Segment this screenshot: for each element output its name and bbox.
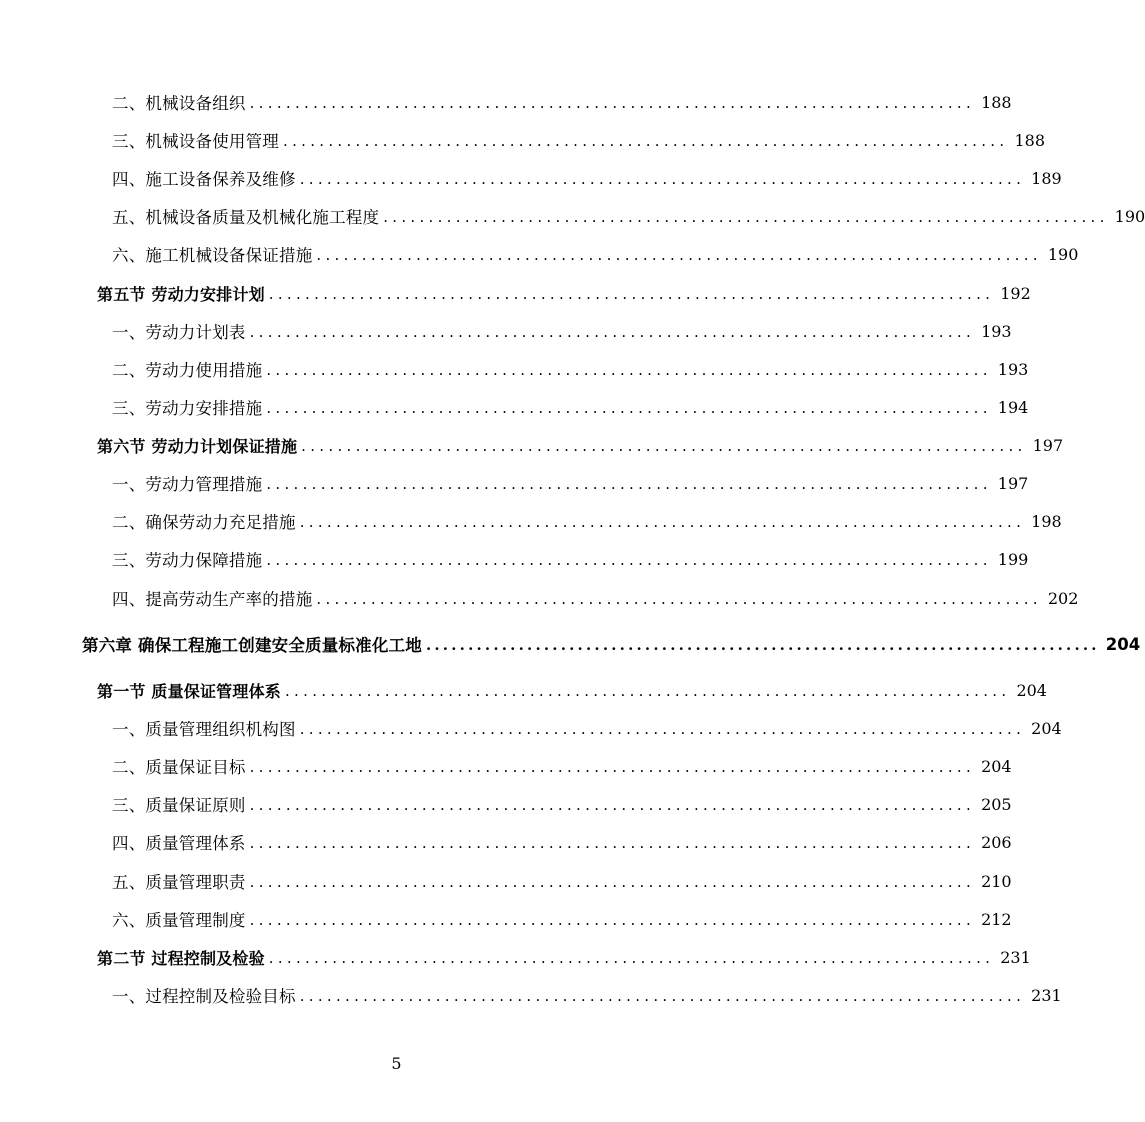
toc-entry[interactable] bbox=[0, 89, 1012, 115]
toc-entry-title: 一、劳动力管理措施 bbox=[112, 475, 263, 494]
toc-entry[interactable] bbox=[0, 318, 1012, 344]
toc-leader-dots: ................................................................................ bbox=[249, 322, 976, 341]
toc-leader-dots: ................................................................................ bbox=[268, 284, 995, 303]
toc-leader-dots: ................................................................................ bbox=[425, 635, 1100, 654]
toc-entry[interactable] bbox=[0, 585, 1079, 611]
page-number: 5 bbox=[391, 1054, 402, 1073]
toc-entry-title: 二、机械设备组织 bbox=[112, 94, 246, 113]
toc-entry[interactable] bbox=[0, 508, 1062, 534]
toc-entry-page: 194 bbox=[997, 397, 1029, 417]
toc-leader-dots: ................................................................................ bbox=[301, 436, 1027, 455]
toc-leader-dots: ................................................................................ bbox=[268, 948, 995, 967]
toc-entry-title: 三、质量保证原则 bbox=[112, 796, 246, 815]
toc-leader-dots: ................................................................................ bbox=[249, 795, 976, 814]
toc-section-entry[interactable] bbox=[0, 944, 1031, 970]
toc-leader-dots: ................................................................................ bbox=[299, 986, 1026, 1005]
toc-entry[interactable] bbox=[0, 127, 1045, 153]
toc-leader-dots: ................................................................................ bbox=[249, 93, 976, 112]
toc-entry-title: 六、质量管理制度 bbox=[112, 911, 246, 930]
toc-entry-title: 第六节 劳动力计划保证措施 bbox=[97, 436, 298, 456]
toc-entry-page: 198 bbox=[1031, 511, 1062, 531]
toc-entry-page: 204 bbox=[1031, 718, 1062, 738]
toc-entry[interactable] bbox=[0, 791, 1012, 817]
toc-entry-page: 189 bbox=[1031, 168, 1062, 188]
toc-leader-dots: ................................................................................ bbox=[383, 207, 1109, 226]
toc-leader-dots: ................................................................................ bbox=[249, 872, 976, 891]
toc-leader-dots: ................................................................................ bbox=[266, 474, 992, 493]
toc-entry-title: 四、质量管理体系 bbox=[112, 834, 246, 853]
toc-entry-page: 199 bbox=[997, 549, 1029, 569]
toc-entry-title: 二、确保劳动力充足措施 bbox=[112, 513, 296, 532]
toc-entry-page: 190 bbox=[1114, 206, 1145, 226]
toc-entry-page: 197 bbox=[1032, 435, 1064, 455]
toc-leader-dots: ................................................................................ bbox=[299, 719, 1026, 738]
toc-entry-title: 第五节 劳动力安排计划 bbox=[97, 284, 265, 304]
toc-leader-dots: ................................................................................ bbox=[249, 833, 976, 852]
toc-entry-title: 四、提高劳动生产率的措施 bbox=[112, 590, 313, 609]
toc-leader-dots: ................................................................................ bbox=[266, 398, 992, 417]
toc-entry[interactable] bbox=[0, 241, 1079, 267]
toc-entry-title: 第六章 确保工程施工创建安全质量标准化工地 bbox=[82, 636, 422, 655]
toc-leader-dots: ................................................................................ bbox=[316, 245, 1042, 264]
toc-entry-title: 三、机械设备使用管理 bbox=[112, 132, 279, 151]
toc-entry-page: 188 bbox=[981, 92, 1012, 112]
toc-leader-dots: ................................................................................ bbox=[283, 131, 1009, 150]
toc-entry-title: 一、过程控制及检验目标 bbox=[112, 987, 296, 1006]
toc-entry-title: 二、劳动力使用措施 bbox=[112, 361, 263, 380]
toc-entry-page: 206 bbox=[981, 832, 1012, 852]
toc-leader-dots: ................................................................................ bbox=[299, 512, 1026, 531]
toc-entry-page: 212 bbox=[981, 909, 1012, 929]
toc-entry-page: 202 bbox=[1047, 588, 1079, 608]
toc-entry-title: 一、劳动力计划表 bbox=[112, 323, 246, 342]
toc-leader-dots: ................................................................................ bbox=[299, 169, 1026, 188]
toc-entry[interactable] bbox=[0, 394, 1029, 420]
toc-entry-page: 188 bbox=[1014, 130, 1045, 150]
toc-entry[interactable] bbox=[0, 906, 1012, 932]
toc-entry-page: 231 bbox=[1031, 985, 1062, 1005]
toc-entry-title: 一、质量管理组织机构图 bbox=[112, 720, 296, 739]
toc-entry-title: 三、劳动力保障措施 bbox=[112, 551, 263, 570]
toc-entry-page: 190 bbox=[1047, 244, 1079, 264]
toc-entry[interactable] bbox=[0, 715, 1062, 741]
toc-entry-page: 192 bbox=[1000, 283, 1031, 303]
toc-entry-title: 第一节 质量保证管理体系 bbox=[97, 681, 281, 701]
toc-entry[interactable] bbox=[0, 356, 1029, 382]
toc-entry-page: 205 bbox=[981, 794, 1012, 814]
toc-leader-dots: ................................................................................ bbox=[249, 757, 976, 776]
toc-entry-title: 三、劳动力安排措施 bbox=[112, 399, 263, 418]
toc-section-entry[interactable] bbox=[0, 677, 1047, 703]
toc-leader-dots: ................................................................................ bbox=[284, 681, 1011, 700]
toc-entry[interactable] bbox=[0, 753, 1012, 779]
toc-entry[interactable] bbox=[0, 203, 1145, 229]
toc-entry[interactable] bbox=[0, 868, 1012, 894]
toc-entry-page: 204 bbox=[981, 756, 1012, 776]
toc-entry[interactable] bbox=[0, 982, 1062, 1008]
toc-entry[interactable] bbox=[0, 165, 1062, 191]
toc-entry[interactable] bbox=[0, 470, 1029, 496]
toc-section-entry[interactable] bbox=[0, 280, 1031, 306]
toc-entry-page: 197 bbox=[997, 473, 1029, 493]
toc-entry-page: 193 bbox=[997, 359, 1029, 379]
toc-entry-title: 六、施工机械设备保证措施 bbox=[112, 246, 313, 265]
toc-leader-dots: ................................................................................ bbox=[266, 360, 992, 379]
toc-leader-dots: ................................................................................ bbox=[266, 550, 992, 569]
toc-entry-page: 204 bbox=[1016, 680, 1047, 700]
toc-entry-title: 第二节 过程控制及检验 bbox=[97, 948, 265, 968]
toc-entry-page: 210 bbox=[981, 871, 1012, 891]
toc-leader-dots: ................................................................................ bbox=[249, 910, 976, 929]
toc-entry-title: 五、质量管理职责 bbox=[112, 873, 246, 892]
toc-entry-page: 204 bbox=[1105, 634, 1141, 654]
toc-entry-title: 五、机械设备质量及机械化施工程度 bbox=[112, 208, 380, 227]
toc-leader-dots: ................................................................................ bbox=[316, 589, 1042, 608]
toc-entry-title: 二、质量保证目标 bbox=[112, 758, 246, 777]
toc-entry[interactable] bbox=[0, 829, 1012, 855]
toc-entry-title: 四、施工设备保养及维修 bbox=[112, 170, 296, 189]
toc-entry-page: 231 bbox=[1000, 947, 1031, 967]
toc-entry[interactable] bbox=[0, 546, 1029, 572]
toc-section-entry[interactable] bbox=[0, 432, 1064, 458]
toc-chapter-entry[interactable] bbox=[0, 631, 1141, 657]
toc-entry-page: 193 bbox=[981, 321, 1012, 341]
